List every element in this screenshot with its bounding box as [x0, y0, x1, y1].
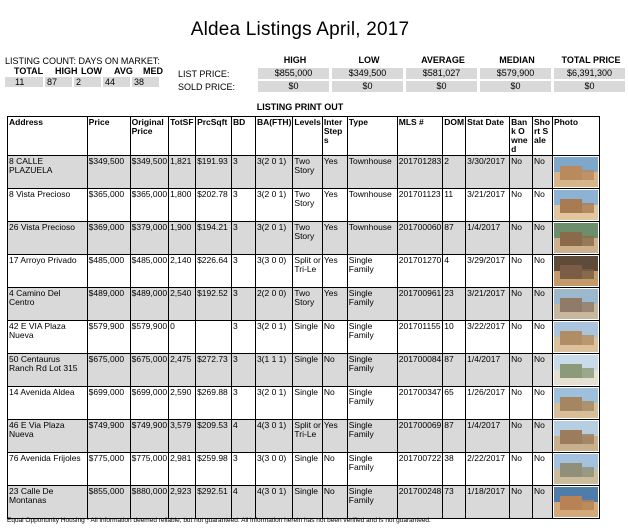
cell-stat-date: 3/21/2017: [466, 288, 510, 321]
listing-photo-thumbnail[interactable]: [554, 355, 598, 385]
cell-bank-owned: No: [510, 189, 533, 222]
cell-address: 14 Avenida Aldea: [8, 387, 88, 420]
listing-photo-thumbnail[interactable]: [554, 388, 598, 418]
cell-type: Single Family: [347, 420, 397, 453]
cell-levels: Two Story: [293, 222, 322, 255]
cell-bd: 4: [232, 486, 256, 519]
cell-mls: 201701270: [397, 255, 443, 288]
cell-levels: Single: [293, 321, 322, 354]
cell-address: 26 Vista Precioso: [8, 222, 88, 255]
cell-prcsqft: $202.78: [196, 189, 232, 222]
listing-photo-thumbnail[interactable]: [554, 190, 598, 220]
summary-labels: LISTING COUNT: DAYS ON MARKET:: [5, 56, 160, 66]
cell-address: 76 Avenida Frijoles: [8, 453, 88, 486]
cell-ba: 3(3 0 0): [255, 255, 292, 288]
cell-levels: Two Story: [293, 288, 322, 321]
cell-bank-owned: No: [510, 255, 533, 288]
cell-mls: 201700060: [397, 222, 443, 255]
col-header-mls: MLS #: [397, 117, 443, 156]
cell-address: 4 Camino Del Centro: [8, 288, 88, 321]
table-row: [8, 288, 600, 321]
cell-type: Single Family: [347, 321, 397, 354]
cell-original-price: $880,000: [130, 486, 168, 519]
table-row: [8, 453, 600, 486]
col-header-photo: Photo: [552, 117, 599, 156]
cell-prcsqft: $259.98: [196, 453, 232, 486]
cell-price: $485,000: [87, 255, 130, 288]
cell-address: 17 Arroyo Privado: [8, 255, 88, 288]
cell-intersteps: Yes: [322, 420, 347, 453]
table-row: [8, 255, 600, 288]
cell-bank-owned: No: [510, 156, 533, 189]
cell-stat-date: 1/4/2017: [466, 222, 510, 255]
cell-short-sale: No: [533, 486, 553, 519]
summary-med: 38: [132, 77, 159, 87]
stat-header-average: AVERAGE: [421, 55, 465, 65]
table-row: [8, 420, 600, 453]
stat-header-median: MEDIAN: [499, 55, 535, 65]
col-header-short-sale: Short Sale: [533, 117, 553, 156]
cell-totsf: 2,540: [169, 288, 196, 321]
section-title: LISTING PRINT OUT: [256, 102, 344, 112]
cell-price: $675,000: [87, 354, 130, 387]
cell-dom: 4: [443, 255, 466, 288]
cell-original-price: $675,000: [130, 354, 168, 387]
cell-levels: Single: [293, 387, 322, 420]
cell-bd: 3: [232, 354, 256, 387]
cell-address: 23 Calle De Montanas: [8, 486, 88, 519]
table-row: [8, 486, 600, 519]
cell-ba: 2(2 0 0): [255, 288, 292, 321]
col-header-bank-owned: Bank Owned: [510, 117, 533, 156]
cell-address: 8 CALLE PLAZUELA: [8, 156, 88, 189]
cell-photo[interactable]: [552, 354, 599, 387]
list-price-row: [178, 68, 628, 79]
cell-ba: 4(3 0 1): [255, 486, 292, 519]
cell-mls: 201700961: [397, 288, 443, 321]
stat-header-total-price: TOTAL PRICE: [561, 55, 621, 65]
cell-price: $349,500: [87, 156, 130, 189]
stat-header-low: LOW: [358, 55, 380, 65]
cell-prcsqft: $269.88: [196, 387, 232, 420]
cell-totsf: 2,475: [169, 354, 196, 387]
cell-bd: 3: [232, 255, 256, 288]
cell-dom: 73: [443, 486, 466, 519]
cell-bank-owned: No: [510, 420, 533, 453]
list-price-label: LIST PRICE:: [178, 68, 230, 79]
summary-header-avg: AVG: [114, 66, 133, 76]
cell-short-sale: No: [533, 321, 553, 354]
cell-bd: 3: [232, 189, 256, 222]
cell-price: $369,000: [87, 222, 130, 255]
cell-prcsqft: $292.51: [196, 486, 232, 519]
cell-original-price: $749,900: [130, 420, 168, 453]
cell-intersteps: No: [322, 486, 347, 519]
cell-mls: 201701155: [397, 321, 443, 354]
cell-intersteps: Yes: [322, 156, 347, 189]
cell-short-sale: No: [533, 453, 553, 486]
cell-mls: 201700347: [397, 387, 443, 420]
cell-dom: 23: [443, 288, 466, 321]
cell-ba: 4(3 0 1): [255, 420, 292, 453]
cell-bd: 3: [232, 222, 256, 255]
cell-intersteps: No: [322, 321, 347, 354]
summary-high: 87: [45, 77, 72, 87]
cell-bd: 3: [232, 453, 256, 486]
summary-avg: 44: [103, 77, 130, 87]
cell-mls: 201700722: [397, 453, 443, 486]
cell-totsf: 1,900: [169, 222, 196, 255]
col-header-price: Price: [87, 117, 130, 156]
cell-ba: 3(2 0 1): [255, 321, 292, 354]
cell-price: $855,000: [87, 486, 130, 519]
summary-headers: [5, 66, 177, 76]
cell-price: $699,000: [87, 387, 130, 420]
table-row: [8, 189, 600, 222]
sold-price-high: $0: [258, 81, 329, 92]
cell-ba: 3(3 0 0): [255, 453, 292, 486]
cell-levels: Split or Tri-Le: [293, 420, 322, 453]
col-header-intersteps: InterSteps: [322, 117, 347, 156]
cell-prcsqft: $194.21: [196, 222, 232, 255]
cell-original-price: $699,000: [130, 387, 168, 420]
cell-photo[interactable]: [552, 453, 599, 486]
cell-photo[interactable]: [552, 222, 599, 255]
cell-original-price: $485,000: [130, 255, 168, 288]
col-header-original-price: Original Price: [130, 117, 168, 156]
table-header-row: [8, 117, 600, 156]
cell-prcsqft: [196, 321, 232, 354]
col-header-levels: Levels: [293, 117, 322, 156]
cell-short-sale: No: [533, 222, 553, 255]
cell-price: $579,900: [87, 321, 130, 354]
cell-stat-date: 1/26/2017: [466, 387, 510, 420]
sold-price-label: SOLD PRICE:: [178, 81, 236, 92]
cell-original-price: $365,000: [130, 189, 168, 222]
cell-bank-owned: No: [510, 222, 533, 255]
cell-prcsqft: $272.73: [196, 354, 232, 387]
list-price-total: $6,391,300: [554, 68, 625, 79]
cell-short-sale: No: [533, 420, 553, 453]
col-header-bd: BD: [232, 117, 256, 156]
cell-bank-owned: No: [510, 453, 533, 486]
cell-stat-date: 3/30/2017: [466, 156, 510, 189]
cell-bd: 3: [232, 321, 256, 354]
summary-header-med: MED: [143, 66, 163, 76]
cell-dom: 87: [443, 354, 466, 387]
col-header-ba: BA(FTH): [255, 117, 292, 156]
summary-header-low: LOW: [81, 66, 102, 76]
cell-totsf: 2,140: [169, 255, 196, 288]
cell-intersteps: Yes: [322, 189, 347, 222]
cell-totsf: 1,821: [169, 156, 196, 189]
cell-type: Single Family: [347, 453, 397, 486]
cell-ba: 3(2 0 1): [255, 156, 292, 189]
cell-intersteps: Yes: [322, 288, 347, 321]
cell-price: $489,000: [87, 288, 130, 321]
cell-prcsqft: $209.53: [196, 420, 232, 453]
cell-price: $749,900: [87, 420, 130, 453]
cell-original-price: $349,500: [130, 156, 168, 189]
cell-dom: 38: [443, 453, 466, 486]
cell-type: Single Family: [347, 486, 397, 519]
cell-totsf: 2,590: [169, 387, 196, 420]
cell-mls: 201700069: [397, 420, 443, 453]
cell-bank-owned: No: [510, 288, 533, 321]
cell-dom: 10: [443, 321, 466, 354]
listing-photo-thumbnail[interactable]: [554, 454, 598, 484]
cell-address: 8 Vista Precioso: [8, 189, 88, 222]
cell-dom: 11: [443, 189, 466, 222]
list-price-low: $349,500: [332, 68, 403, 79]
cell-type: Townhouse: [347, 189, 397, 222]
cell-original-price: $379,000: [130, 222, 168, 255]
summary-low: 2: [74, 77, 101, 87]
cell-intersteps: No: [322, 387, 347, 420]
cell-intersteps: Yes: [322, 255, 347, 288]
listing-photo-thumbnail[interactable]: [554, 322, 598, 352]
price-stats: [178, 55, 628, 92]
cell-stat-date: 3/21/2017: [466, 189, 510, 222]
cell-prcsqft: $226.64: [196, 255, 232, 288]
listing-photo-thumbnail[interactable]: [554, 157, 598, 187]
cell-intersteps: No: [322, 453, 347, 486]
cell-stat-date: 3/29/2017: [466, 255, 510, 288]
col-header-address: Address: [8, 117, 88, 156]
cell-prcsqft: $191.93: [196, 156, 232, 189]
cell-levels: Single: [293, 453, 322, 486]
cell-type: Townhouse: [347, 222, 397, 255]
cell-original-price: $579,900: [130, 321, 168, 354]
cell-photo[interactable]: [552, 321, 599, 354]
table-row: [8, 321, 600, 354]
cell-bank-owned: No: [510, 486, 533, 519]
sold-price-total: $0: [554, 81, 625, 92]
listing-photo-thumbnail[interactable]: [554, 487, 598, 517]
cell-short-sale: No: [533, 387, 553, 420]
cell-totsf: 2,981: [169, 453, 196, 486]
cell-dom: 87: [443, 222, 466, 255]
cell-bank-owned: No: [510, 321, 533, 354]
list-price-average: $581,027: [406, 68, 477, 79]
cell-ba: 3(1 1 1): [255, 354, 292, 387]
cell-dom: 87: [443, 420, 466, 453]
cell-price: $365,000: [87, 189, 130, 222]
cell-bank-owned: No: [510, 387, 533, 420]
listing-summary: [5, 56, 177, 87]
cell-ba: 3(2 0 1): [255, 387, 292, 420]
cell-totsf: 1,800: [169, 189, 196, 222]
col-header-stat-date: Stat Date: [466, 117, 510, 156]
sold-price-average: $0: [406, 81, 477, 92]
col-header-dom: DOM: [443, 117, 466, 156]
cell-dom: 2: [443, 156, 466, 189]
cell-levels: Split or Tri-Le: [293, 255, 322, 288]
cell-original-price: $775,000: [130, 453, 168, 486]
cell-dom: 65: [443, 387, 466, 420]
cell-bd: 3: [232, 288, 256, 321]
col-header-type: Type: [347, 117, 397, 156]
cell-photo[interactable]: [552, 420, 599, 453]
col-header-totsf: TotSF: [169, 117, 196, 156]
table-row: [8, 354, 600, 387]
cell-totsf: 3,579: [169, 420, 196, 453]
cell-stat-date: 3/22/2017: [466, 321, 510, 354]
cell-photo[interactable]: [552, 255, 599, 288]
listing-rows: [8, 156, 600, 519]
cell-bank-owned: No: [510, 354, 533, 387]
cell-address: 42 E VIA Plaza Nueva: [8, 321, 88, 354]
cell-bd: 3: [232, 156, 256, 189]
cell-photo[interactable]: [552, 288, 599, 321]
cell-bd: 4: [232, 420, 256, 453]
cell-stat-date: 2/22/2017: [466, 453, 510, 486]
cell-stat-date: 1/4/2017: [466, 354, 510, 387]
summary-header-total: TOTAL: [14, 66, 44, 76]
cell-type: Single Family: [347, 288, 397, 321]
cell-type: Single Family: [347, 255, 397, 288]
cell-photo[interactable]: [552, 189, 599, 222]
cell-original-price: $489,000: [130, 288, 168, 321]
cell-ba: 3(2 0 1): [255, 189, 292, 222]
table-row: [8, 156, 600, 189]
cell-totsf: 0: [169, 321, 196, 354]
cell-short-sale: No: [533, 354, 553, 387]
summary-total: 11: [5, 77, 43, 87]
cell-intersteps: No: [322, 354, 347, 387]
cell-type: Townhouse: [347, 156, 397, 189]
cell-short-sale: No: [533, 156, 553, 189]
table-row: [8, 387, 600, 420]
cell-mls: 201701283: [397, 156, 443, 189]
col-header-prcsqft: PrcSqft: [196, 117, 232, 156]
cell-price: $775,000: [87, 453, 130, 486]
cell-type: Single Family: [347, 387, 397, 420]
cell-short-sale: No: [533, 255, 553, 288]
cell-intersteps: Yes: [322, 222, 347, 255]
summary-header-high: HIGH: [55, 66, 78, 76]
cell-totsf: 2,923: [169, 486, 196, 519]
cell-address: 46 E Via Plaza Nueva: [8, 420, 88, 453]
cell-type: Single Family: [347, 354, 397, 387]
cell-levels: Two Story: [293, 156, 322, 189]
cell-photo[interactable]: [552, 486, 599, 519]
cell-mls: 201701123: [397, 189, 443, 222]
listings-table: [7, 116, 600, 519]
summary-values: [5, 77, 177, 87]
list-price-high: $855,000: [258, 68, 329, 79]
sold-price-row: [178, 81, 628, 92]
cell-stat-date: 1/4/2017: [466, 420, 510, 453]
cell-mls: 201700248: [397, 486, 443, 519]
listing-photo-thumbnail[interactable]: [554, 223, 598, 253]
price-stats-headers: [258, 55, 628, 66]
cell-ba: 3(2 0 1): [255, 222, 292, 255]
cell-levels: Single: [293, 354, 322, 387]
cell-photo[interactable]: [552, 387, 599, 420]
footer-disclaimer: Equal Opportunity Housing * All information deemed reliable, but not guaranteed. All information herein has not been verified and is not guaranteed.: [7, 517, 431, 524]
cell-levels: Two Story: [293, 189, 322, 222]
stat-header-high: HIGH: [283, 55, 307, 65]
sold-price-median: $0: [480, 81, 551, 92]
list-price-median: $579,900: [480, 68, 551, 79]
cell-mls: 201700084: [397, 354, 443, 387]
cell-prcsqft: $192.52: [196, 288, 232, 321]
listing-photo-thumbnail[interactable]: [554, 421, 598, 451]
cell-photo[interactable]: [552, 156, 599, 189]
listing-photo-thumbnail[interactable]: [554, 289, 598, 319]
sold-price-low: $0: [332, 81, 403, 92]
cell-short-sale: No: [533, 189, 553, 222]
cell-stat-date: 1/18/2017: [466, 486, 510, 519]
cell-bd: 3: [232, 387, 256, 420]
table-row: [8, 222, 600, 255]
cell-short-sale: No: [533, 288, 553, 321]
cell-address: 50 Centaurus Ranch Rd Lot 315: [8, 354, 88, 387]
page-title: Aldea Listings April, 2017: [190, 19, 410, 40]
cell-levels: Single: [293, 486, 322, 519]
listing-photo-thumbnail[interactable]: [554, 256, 598, 286]
